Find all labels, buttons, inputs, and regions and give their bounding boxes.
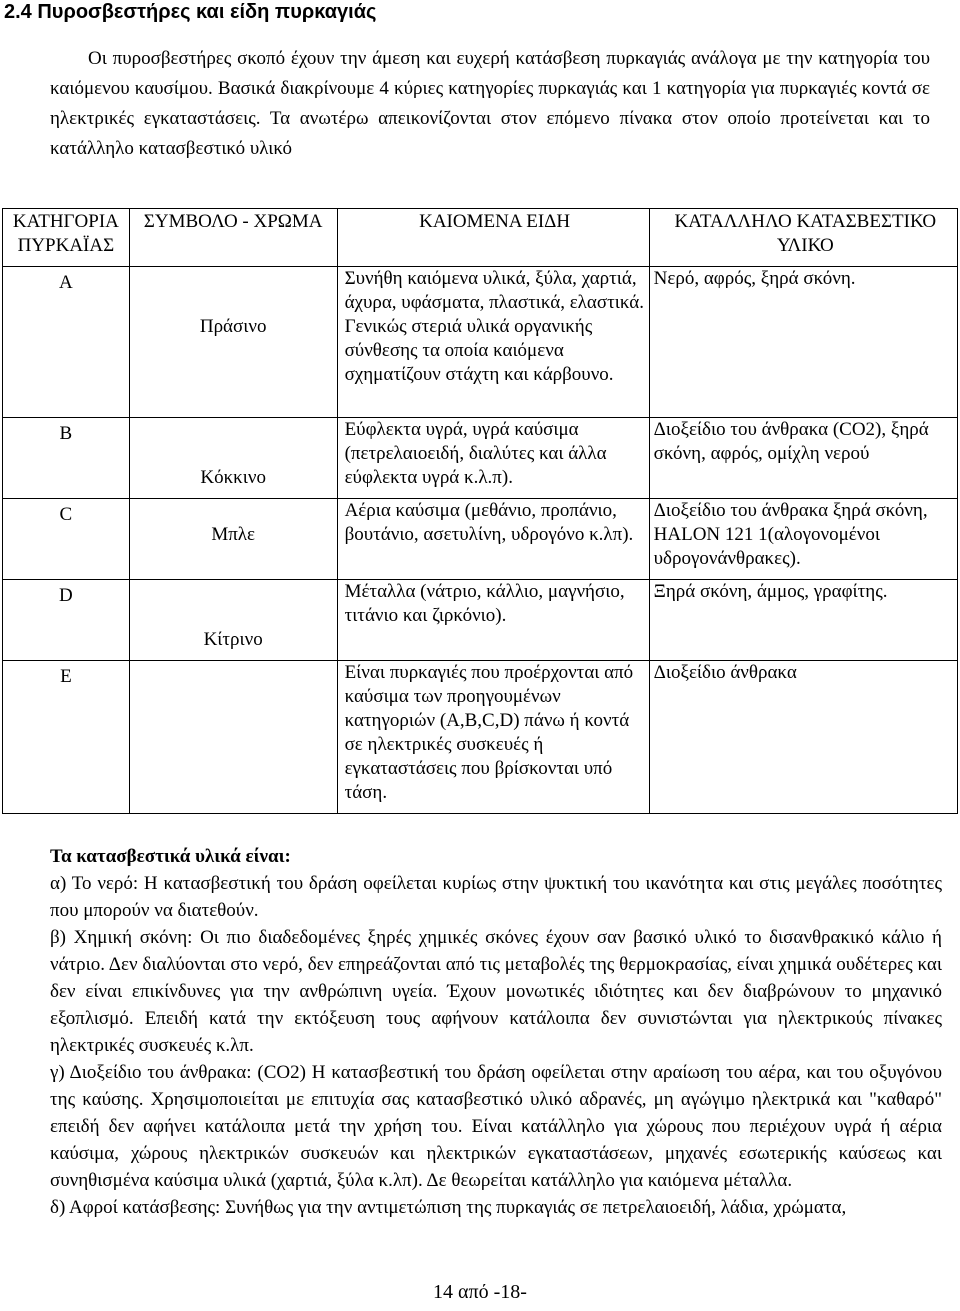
agent-cell bbox=[649, 418, 957, 499]
agent-cell bbox=[649, 661, 957, 814]
header-symbol-color: ΣΥΜΒΟΛΟ - ΧΡΩΜΑ bbox=[129, 209, 337, 267]
table-header-row bbox=[3, 209, 958, 267]
color-cell bbox=[129, 580, 337, 661]
list-item: δ) Αφροί κατάσβεσης: Συνήθως για την αντιμετώπιση της πυρκαγιάς σε πετρελαιοειδή, λάδια, χρώματα, bbox=[50, 1197, 847, 1218]
materials-cell bbox=[337, 267, 649, 418]
table-row bbox=[3, 267, 958, 418]
table-row bbox=[3, 661, 958, 814]
color-label: Μπλε bbox=[211, 524, 255, 545]
category-cell bbox=[3, 580, 130, 661]
materials-cell bbox=[337, 661, 649, 814]
materials-text: Είναι πυρκαγιές που προέρχονται από καύσιμα των προηγουμένων κατηγοριών (A,B,C,D) πάνω ή κοντά σε ηλεκτρικές συσκευές ή εγκαταστάσεις που βρίσκονται υπό τάση. bbox=[344, 662, 634, 803]
agent-cell bbox=[649, 499, 957, 580]
category-label: E bbox=[60, 666, 72, 687]
agent-text: Ξηρά σκόνη, άμμος, γραφίτης. bbox=[653, 581, 888, 602]
header-agent: ΚΑΤΑΛΛΗΛΟ ΚΑΤΑΣΒΕΣΤΙΚΟ ΥΛΙΚΟ bbox=[649, 209, 957, 267]
extinguishers-title: Τα κατασβεστικά υλικά είναι: bbox=[50, 846, 291, 867]
color-cell bbox=[129, 418, 337, 499]
intro-paragraph: Οι πυροσβεστήρες σκοπό έχουν την άμεση και ευχερή κατάσβεση πυρκαγιάς ανάλογα με την κατηγορία του καιόμενου καυσίμου. Βασικά διακρίνουμε 4 κύριες κατηγορίες πυρκαγιάς και 1 κατηγορία για πυρκαγιές κοντά σε ηλεκτρικές εγκαταστάσεις. Τα ανωτέρω απεικονίζονται στον επόμενο πίνακα στον οποίο προτείνεται και το κατάλληλο κατασβεστικό υλικό bbox=[50, 48, 930, 159]
agent-text: Διοξείδιο άνθρακα bbox=[653, 662, 797, 683]
category-label: A bbox=[59, 272, 73, 293]
category-cell bbox=[3, 267, 130, 418]
color-cell bbox=[129, 267, 337, 418]
category-label: C bbox=[59, 504, 73, 525]
list-item: α) Το νερό: Η κατασβεστική του δράση οφείλεται κυρίως στην ψυκτική του ικανότητα και στις μεγάλες ποσότητες που μπορούν να διατεθούν. bbox=[50, 873, 942, 921]
fire-classes-table bbox=[2, 208, 958, 814]
list-item: β) Χημική σκόνη: Οι πιο διαδεδομένες ξηρές χημικές σκόνες έχουν σαν βασικό υλικό το δισανθρακικό κάλιο ή νάτριο. Δεν διαλύονται στο νερό, δεν επηρεάζονται από τις μεταβολές της θερμοκρασίας, είναι χημικά ουδέτερες και δεν είναι επικίνδυνες για την ανθρώπινη υγεία. Έχουν μονωτικές ιδιότητες και δεν διαβρώνουν το μηχανικό εξοπλισμό. Επειδή κατά την εκτόξευση τους αφήνουν κατάλοιπα δεν συνιστώνται για ηλεκτρικούς πίνακες ηλεκτρικές συσκευές κ.λπ. bbox=[50, 927, 942, 1056]
table-row bbox=[3, 580, 958, 661]
category-cell bbox=[3, 661, 130, 814]
section-heading: 2.4 Πυροσβεστήρες και είδη πυρκαγιάς bbox=[4, 1, 377, 23]
category-label: D bbox=[59, 585, 73, 606]
category-cell bbox=[3, 499, 130, 580]
agent-cell bbox=[649, 267, 957, 418]
materials-text: Αέρια καύσιμα (μεθάνιο, προπάνιο, βουτάνιο, ασετυλίνη, υδρογόνο κ.λπ). bbox=[344, 500, 634, 545]
page-number: 14 από -18- bbox=[433, 1281, 527, 1303]
table-row bbox=[3, 499, 958, 580]
agent-cell bbox=[649, 580, 957, 661]
materials-cell bbox=[337, 499, 649, 580]
extinguishers-list bbox=[50, 870, 942, 1221]
category-cell bbox=[3, 418, 130, 499]
header-materials: ΚΑΙΟΜΕΝΑ ΕΙΔΗ bbox=[337, 209, 649, 267]
color-label: Κόκκινο bbox=[200, 467, 266, 488]
list-item: γ) Διοξείδιο του άνθρακα: (CO2) Η κατασβεστική του δράση οφείλεται στην αραίωση του αέρα, και του οξυγόνου της καύσης. Χρησιμοποιείται με επιτυχία σας κατασβεστικό υλικό αδρανές, μη αγώγιμο ηλεκτρικά και "καθαρό" επειδή δεν αφήνει κατάλοιπα μετά την χρήση του. Είναι κατάλληλο για χώρους που περιέχουν υγρά ή αέρια καύσιμα, χώρους ηλεκτρικών συσκευών και ηλεκτρικών εγκαταστάσεων, μηχανές εσωτερικής καύσεως και συνηθισμένα καύσιμα υλικά (χαρτιά, ξύλα κ.λπ). Δε θεωρείται κατάλληλο για καιόμενα μέταλλα. bbox=[50, 1062, 942, 1191]
color-cell bbox=[129, 499, 337, 580]
materials-cell bbox=[337, 580, 649, 661]
color-cell bbox=[129, 661, 337, 814]
materials-cell bbox=[337, 418, 649, 499]
materials-text: Συνήθη καιόμενα υλικά, ξύλα, χαρτιά, άχυρα, υφάσματα, πλαστικά, ελαστικά. Γενικώς στεριά υλικά οργανικής σύνθεσης τα οποία καιόμενα σχηματίζουν στάχτη και κάρβουνο. bbox=[344, 268, 644, 385]
table-row bbox=[3, 418, 958, 499]
materials-text: Εύφλεκτα υγρά, υγρά καύσιμα (πετρελαιοειδή, διαλύτες και άλλα εύφλεκτα υγρά κ.λ.π). bbox=[344, 419, 607, 488]
materials-text: Μέταλλα (νάτριο, κάλλιο, μαγνήσιο, τιτάνιο και ζιρκόνιο). bbox=[344, 581, 625, 626]
agent-text: Διοξείδιο του άνθρακα (CO2), ξηρά σκόνη, αφρός, ομίχλη νερού bbox=[653, 419, 929, 464]
category-label: B bbox=[59, 423, 73, 444]
header-category: ΚΑΤΗΓΟΡΙΑ ΠΥΡΚΑΪΑΣ bbox=[3, 209, 130, 267]
color-label: Πράσινο bbox=[199, 316, 267, 337]
agent-text: Νερό, αφρός, ξηρά σκόνη. bbox=[653, 268, 856, 289]
agent-text: Διοξείδιο του άνθρακα ξηρά σκόνη, HALON 121 1(αλογονομένοι υδρογονάνθρακες). bbox=[653, 500, 928, 569]
color-label: Κίτρινο bbox=[203, 629, 263, 650]
